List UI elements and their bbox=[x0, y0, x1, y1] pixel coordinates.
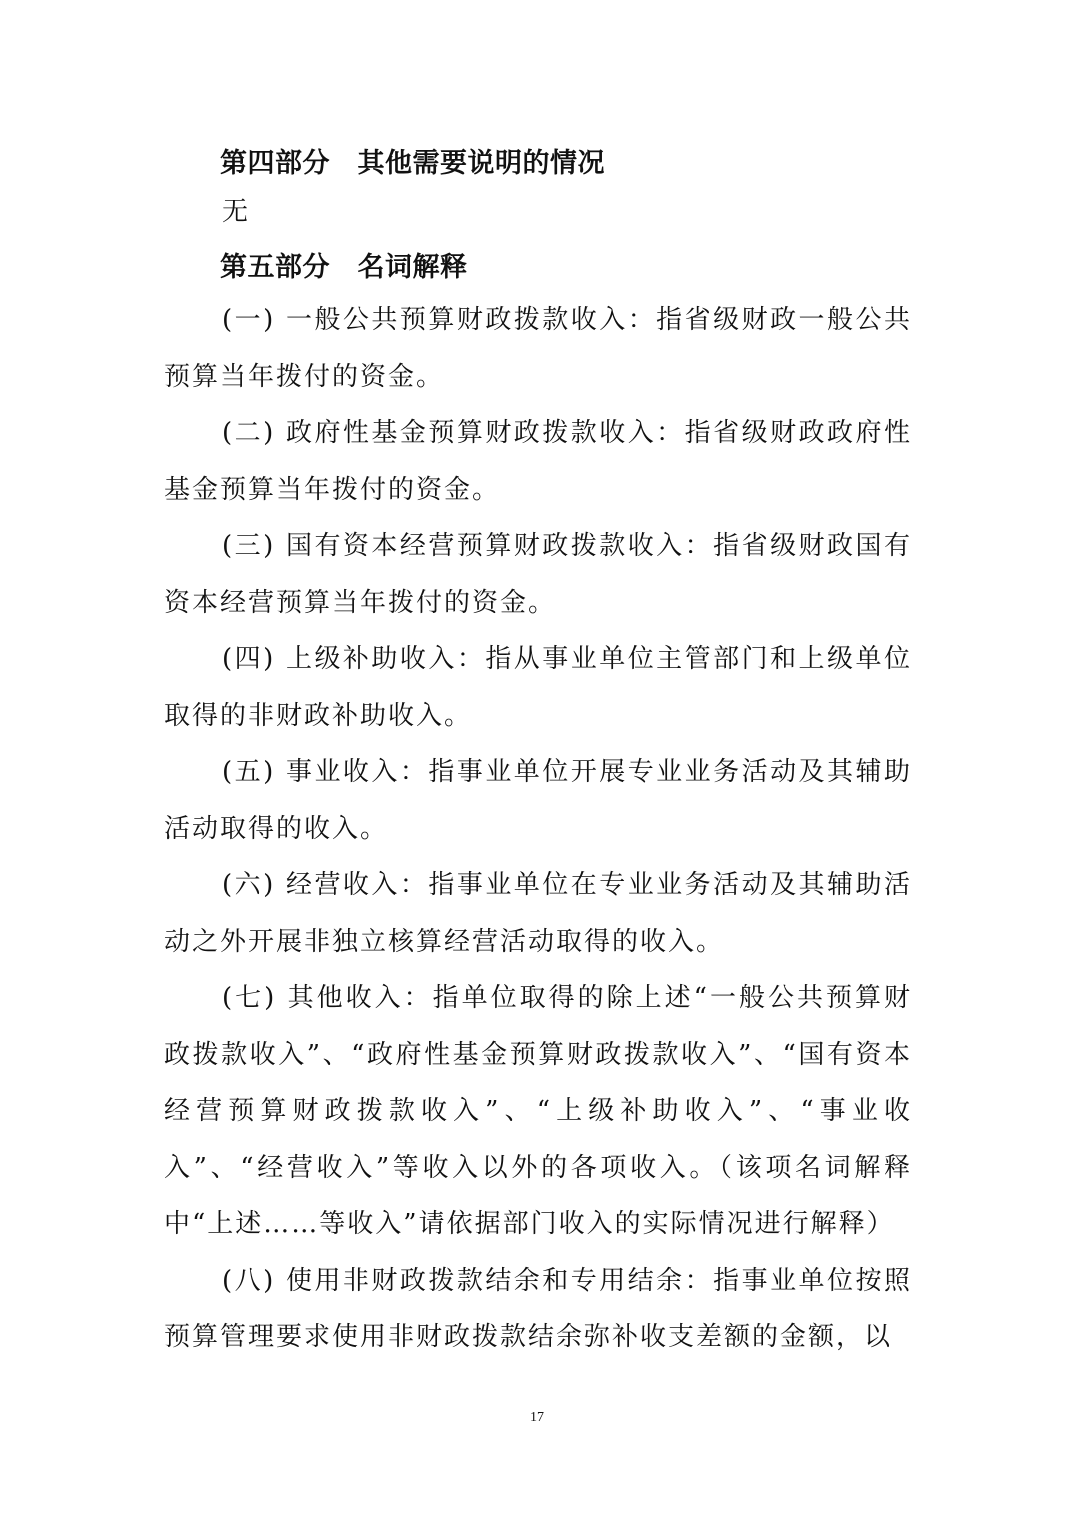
definition-item-2: (二) 政府性基金预算财政拨款收入：指省级财政政府性基金预算当年拨付的资金。 bbox=[164, 418, 912, 505]
page-content bbox=[164, 140, 912, 1366]
section4-body: 无 bbox=[222, 197, 249, 227]
section4-heading: 第四部分 其他需要说明的情况 bbox=[220, 148, 605, 179]
definition-item-5: (五) 事业收入：指事业单位开展专业业务活动及其辅助活动取得的收入。 bbox=[164, 757, 912, 844]
definition-item-8: (八) 使用非财政拨款结余和专用结余：指事业单位按照预算管理要求使用非财政拨款结余弥补收支差额的金额，以 bbox=[164, 1265, 912, 1352]
definition-item-1: (一) 一般公共预算财政拨款收入：指省级财政一般公共预算当年拨付的资金。 bbox=[164, 305, 912, 392]
page-number: 17 bbox=[530, 1410, 544, 1425]
section5-heading: 第五部分 名词解释 bbox=[220, 252, 468, 283]
definition-item-3: (三) 国有资本经营预算财政拨款收入：指省级财政国有资本经营预算当年拨付的资金。 bbox=[164, 531, 912, 618]
definition-item-7: (七) 其他收入：指单位取得的除上述“一般公共预算财政拨款收入”、“政府性基金预算财政拨款收入”、“国有资本经营预算财政拨款收入”、“上级补助收入”、“事业收入”、“经营收入”等收入以外的各项收入。（该项名词解释中“上述……等收入”请依据部门收入的实际情况进行解释） bbox=[164, 983, 912, 1239]
definition-item-6: (六) 经营收入：指事业单位在专业业务活动及其辅助活动之外开展非独立核算经营活动取得的收入。 bbox=[164, 870, 912, 957]
definition-item-4: (四) 上级补助收入：指从事业单位主管部门和上级单位取得的非财政补助收入。 bbox=[164, 644, 912, 731]
